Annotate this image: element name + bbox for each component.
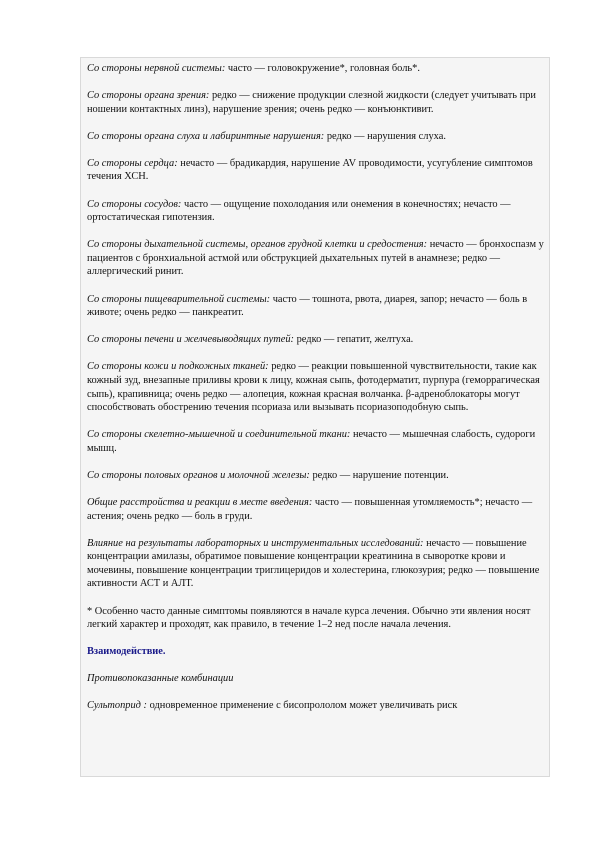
side-effect-paragraph <box>87 496 544 523</box>
side-effect-paragraph <box>87 130 544 144</box>
paragraph-label: Со стороны сосудов: <box>87 198 182 210</box>
document-page <box>80 57 550 777</box>
paragraph-text: нечасто — мышечная слабость, судороги мышц. <box>87 429 536 454</box>
paragraph-text: нечасто — повышение концентрации амилазы, обратимое повышение концентрации креатинина в сыворотке крови и мочевины, повышение концентрации триглицеридов и холестерина, глюкозурия; редко — повышение активности АСТ и АЛТ. <box>87 537 540 590</box>
paragraph-label: Со стороны органа слуха и лабиринтные нарушения: <box>87 130 325 142</box>
paragraph-text: часто — ощущение похолодания или онемения в конечностях; нечасто — ортостатическая гипотензия. <box>87 198 511 224</box>
paragraph-label: Со стороны пищеварительной системы: <box>87 293 271 305</box>
section-heading: Взаимодействие. <box>87 646 166 658</box>
paragraph-text: редко — гепатит, желтуха. <box>294 334 414 346</box>
paragraph-text: редко — нарушения слуха. <box>324 130 446 142</box>
paragraph-label: Со стороны органа зрения: <box>87 90 210 102</box>
paragraph-text: часто — тошнота, рвота, диарея, запор; нечасто — боль в животе; очень редко — панкреатит. <box>87 293 528 319</box>
paragraph-label: Со стороны печени и желчевыводящих путей: <box>87 334 295 346</box>
side-effect-paragraph <box>87 293 544 320</box>
paragraph-text: нечасто — брадикардия, нарушение AV проводимости, усугубление симптомов течения ХСН. <box>87 157 533 183</box>
paragraph-label: Со стороны нервной системы: <box>87 63 226 74</box>
side-effect-paragraph <box>87 157 544 184</box>
side-effect-paragraph <box>87 89 544 116</box>
paragraph-label: Общие расстройства и реакции в месте введения: <box>87 496 313 508</box>
paragraph-text: редко — нарушение потенции. <box>309 469 449 481</box>
paragraph-text: часто — головокружение*, головная боль*. <box>225 63 420 74</box>
paragraph-label: Со стороны дыхательной системы, органов грудной клетки и средостения: <box>87 239 428 251</box>
paragraph-label: Со стороны сердца: <box>87 157 178 169</box>
side-effect-paragraph <box>87 469 544 483</box>
side-effect-paragraph <box>87 198 544 225</box>
side-effect-paragraph <box>87 428 544 455</box>
paragraph-label: Влияние на результаты лабораторных и инструментальных исследований: <box>87 537 424 549</box>
side-effect-paragraph <box>87 238 544 279</box>
side-effect-paragraph <box>87 360 544 414</box>
side-effect-paragraph <box>87 537 544 591</box>
paragraph-label: Сультоприд : <box>87 700 147 712</box>
paragraph-text: редко — реакции повышенной чувствительности, такие как кожный зуд, внезапные приливы крови к лицу, кожная сыпь, фотодерматит, пурпура (геморрагическая сыпь), крапивница; очень редко — алопеция, кожная красная волчанка. β-адреноблокаторы могут способствовать обострению течения псориаза или вызывать псориазоподобную сыпь. <box>87 361 540 414</box>
paragraph-label: Со стороны кожи и подкожных тканей: <box>87 361 269 373</box>
subheading: Противопоказанные комбинации <box>87 673 234 685</box>
side-effect-paragraph <box>87 62 544 76</box>
paragraph-text: нечасто — бронхоспазм у пациентов с бронхиальной астмой или обструкцией дыхательных путей в анамнезе; редко — аллергический ринит. <box>87 239 544 278</box>
paragraph-label: Со стороны скелетно-мышечной и соединительной ткани: <box>87 429 351 441</box>
interaction-paragraph <box>87 699 544 713</box>
paragraph-label: Со стороны половых органов и молочной железы: <box>87 469 310 481</box>
paragraph-text: часто — повышенная утомляемость*; нечасто — астения; очень редко — боль в груди. <box>87 496 533 522</box>
paragraph-text: одновременное применение с бисопрололом может увеличивать риск <box>146 700 458 712</box>
paragraph-text: редко — снижение продукции слезной жидкости (следует учитывать при ношении контактных линз), нарушение зрения; очень редко — конъюнктивит. <box>87 90 536 115</box>
side-effect-paragraph <box>87 333 544 347</box>
footnote: * Особенно часто данные симптомы появляются в начале курса лечения. Обычно эти явления носят легкий характер и проходят, как правило, в течение 1–2 нед после начала лечения. <box>87 605 531 631</box>
